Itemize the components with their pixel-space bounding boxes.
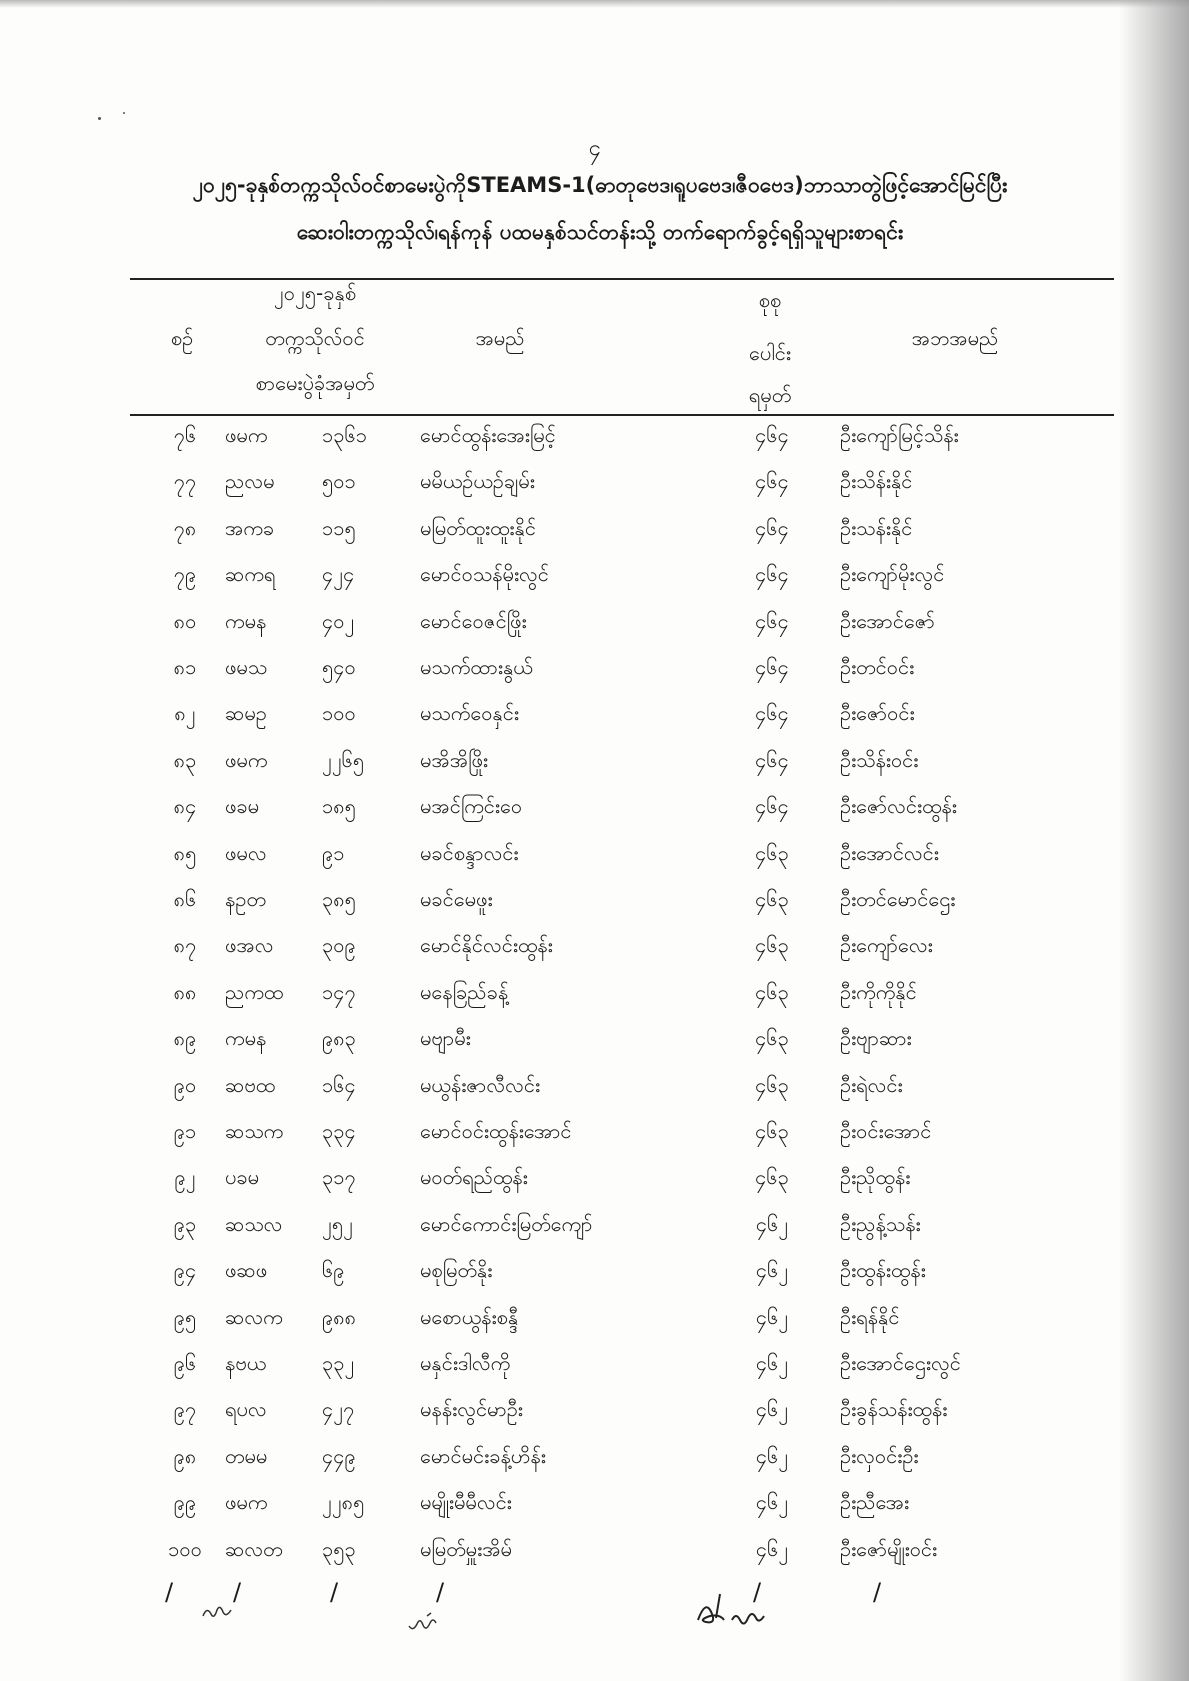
father-name: ဦးတင်မောင်ဌေး: [840, 887, 956, 911]
table-row: [0, 561, 1189, 607]
roll-code: ညကထ: [225, 979, 284, 1004]
table-row: [0, 886, 1189, 932]
roll-number: ၂၂၈၅: [322, 1490, 365, 1515]
roll-number: ၁၃၆၁: [322, 423, 367, 447]
row-number: ၈၅: [173, 840, 197, 865]
document-title-line-1: ၂၀၂၅-ခုနှစ်တက္ကသိုလ်ဝင်စာမေးပွဲကိုSTEAMS-1(ဓာတုဗေဒ၊ရူပဗေဒ၊ဇီဝဗေဒ)ဘာသာတွဲဖြင့်အောင်မြင်ပြီး: [192, 173, 1008, 197]
father-name: ဦးတင်ဝင်း: [840, 655, 915, 679]
table-header-rule: [130, 414, 1114, 416]
student-name: မစုမြတ်နိုး: [420, 1258, 493, 1283]
father-name: ဦးဇော်ဝင်း: [840, 701, 915, 726]
roll-number: ၄၀၂: [322, 608, 355, 633]
student-name: မောင်မင်းခန့်ဟိန်း: [420, 1443, 546, 1468]
roll-number: ၄၂၇: [322, 1397, 355, 1422]
table-row: [0, 1025, 1189, 1071]
roll-code: ညလမ: [225, 469, 275, 494]
father-name: ဦးကျော်မြင့်သိန်း: [840, 423, 959, 447]
scan-speck: [123, 112, 125, 114]
roll-code: ဖမက: [225, 747, 268, 772]
total-score: ၄၆၂: [755, 1397, 789, 1422]
row-number: ၉၃: [173, 1211, 197, 1236]
father-name: ဦးကျော်လေး: [840, 933, 933, 958]
roll-number: ၃၈၅: [322, 887, 356, 911]
roll-code: ဖမက: [225, 1490, 268, 1515]
table-row: [0, 840, 1189, 886]
row-number: ၈၁: [173, 655, 197, 679]
father-name: ဦးညီအေး: [840, 1490, 910, 1515]
father-name: ဦးထွန်းထွန်း: [840, 1258, 926, 1283]
roll-number: ၄၂၄: [322, 562, 355, 587]
total-score: ၄၆၂: [755, 1211, 789, 1236]
row-number: ၇၈: [173, 515, 197, 540]
row-number: ၇၇: [173, 469, 197, 494]
header-roll-line-3: စာမေးပွဲခုံအမှတ်: [255, 371, 375, 395]
table-row: [0, 932, 1189, 978]
father-name: ဦးဇော်မျိုးဝင်း: [840, 1536, 938, 1561]
header-no: စဉ်: [170, 326, 194, 350]
roll-number: ၄၄၉: [322, 1443, 356, 1468]
father-name: ဦးလှဝင်းဦး: [840, 1443, 919, 1468]
father-name: ဦးဝင်းအောင်: [840, 1119, 932, 1143]
row-number: ၈၀: [173, 608, 197, 633]
total-score: ၄၆၂: [755, 1258, 789, 1283]
student-name: မောင်နိုင်လင်းထွန်း: [420, 933, 553, 958]
student-name: မမိယဉ်ယဉ်ချမ်း: [420, 469, 535, 494]
student-name: မအိအိဖြိုး: [420, 747, 489, 772]
header-total-line-2: ပေါင်း: [749, 341, 791, 365]
roll-number: ၂၅၂: [322, 1211, 353, 1236]
initials-signature-3: [690, 1590, 770, 1630]
student-name: မောင်ဝေဇင်ဖြိုး: [420, 608, 527, 633]
total-score: ၄၆၄: [755, 515, 789, 540]
student-name: မသက်ထားနွယ်: [420, 655, 533, 679]
student-name: မခင်မေဖူး: [420, 887, 493, 911]
student-name: မဗျာမီး: [420, 1026, 471, 1051]
roll-number: ၁၆၄: [322, 1072, 356, 1097]
roll-code: ဖခမ: [225, 794, 260, 819]
row-number: ၈၈: [173, 979, 197, 1004]
table-row: [0, 422, 1189, 468]
student-name: မောင်ထွန်းအေးမြင့်: [420, 423, 556, 447]
footer-slash: /: [753, 1578, 762, 1606]
student-name: မနန်းလွင်မာဦး: [420, 1397, 523, 1422]
total-score: ၄၆၃: [755, 1119, 789, 1143]
roll-code: ဖဆဖ: [225, 1258, 268, 1283]
total-score: ၄၆၂: [755, 1443, 789, 1468]
total-score: ၄၆၄: [755, 794, 789, 819]
table-row: [0, 1072, 1189, 1118]
total-score: ၄၆၄: [755, 655, 789, 679]
father-name: ဦးဇော်လင်းထွန်း: [840, 794, 957, 819]
total-score: ၄၆၃: [755, 979, 789, 1004]
father-name: ဦးခွန်သန်းထွန်း: [840, 1397, 948, 1422]
student-name: မသက်ဝေနှင်း: [420, 701, 519, 726]
roll-number: ၆၉: [322, 1258, 345, 1283]
header-roll-line-2: တက္ကသိုလ်ဝင်: [265, 326, 365, 350]
total-score: ၄၆၃: [755, 840, 789, 865]
table-row: [0, 515, 1189, 561]
roll-number: ၉၈၃: [322, 1026, 356, 1051]
roll-number: ၁၈၅: [322, 794, 356, 819]
total-score: ၄၆၄: [755, 423, 789, 447]
footer-slash: /: [330, 1578, 339, 1606]
footer-slash: /: [436, 1578, 445, 1606]
header-father-name: အဘအမည်: [911, 326, 999, 350]
table-row: [0, 608, 1189, 654]
father-name: ဦးအောင်ဇော်: [840, 608, 935, 633]
header-name: အမည်: [475, 326, 525, 350]
table-row: [0, 1211, 1189, 1257]
roll-code: ဖမလ: [225, 840, 267, 865]
row-number: ၈၇: [173, 933, 197, 958]
table-row: [0, 979, 1189, 1025]
roll-number: ၃၅၃: [322, 1536, 356, 1561]
table-row: [0, 1536, 1189, 1582]
father-name: ဦးသိန်းနိုင်: [840, 469, 913, 494]
roll-code: ဖမသ: [225, 655, 268, 679]
table-row: [0, 468, 1189, 514]
roll-code: ကမန: [225, 1026, 267, 1051]
roll-number: ၅၄၀: [322, 655, 356, 679]
father-name: ဦးဗျာဆား: [840, 1026, 912, 1051]
row-number: ၈၂: [174, 701, 196, 726]
row-number: ၉၉: [173, 1490, 197, 1515]
father-name: ဦးရဲလင်း: [840, 1072, 903, 1097]
father-name: ဦးညွန့်သန်း: [840, 1211, 921, 1236]
roll-code: ကမန: [225, 608, 267, 633]
roll-number: ၉၈၈: [322, 1304, 357, 1329]
roll-code: ရပလ: [225, 1397, 267, 1422]
father-name: ဦးအောင်လင်း: [840, 840, 939, 865]
total-score: ၄၆၂: [755, 1490, 789, 1515]
student-name: မဝတ်ရည်ထွန်း: [420, 1165, 528, 1190]
page-number: ၄: [588, 136, 601, 161]
roll-code: အကခ: [225, 515, 275, 540]
row-number: ၉၆: [173, 1351, 197, 1375]
roll-code: ဆသလ: [225, 1211, 283, 1236]
roll-number: ၃၃၄: [322, 1119, 356, 1143]
father-name: ဦးသန်းနိုင်: [840, 515, 913, 540]
roll-number: ၁၄၇: [322, 979, 356, 1004]
total-score: ၄၆၂: [755, 1351, 789, 1375]
student-name: မမျိုးမီမီလင်း: [420, 1490, 512, 1515]
row-number: ၇၆: [173, 423, 197, 447]
table-row: [0, 1350, 1189, 1396]
header-total-line-1: စုစု: [758, 288, 782, 312]
row-number: ၉၇: [173, 1397, 197, 1422]
roll-number: ၁၁၅: [322, 515, 356, 540]
table-row: [0, 793, 1189, 839]
student-name: မောင်ကောင်းမြတ်ကျော်: [420, 1211, 593, 1236]
roll-number: ၂၂၆၅: [322, 747, 365, 772]
total-score: ၄၆၃: [755, 887, 789, 911]
table-row: [0, 1443, 1189, 1489]
father-name: ဦးကျော်မိုးလွင်: [840, 562, 945, 587]
student-name: မယွန်းဇာလီလင်း: [420, 1072, 541, 1097]
table-row: [0, 654, 1189, 700]
roll-code: ဆဗထ: [225, 1072, 276, 1097]
total-score: ၄၆၃: [755, 1165, 789, 1190]
roll-code: ဆသက: [225, 1119, 284, 1143]
father-name: ဦးညိုထွန်း: [840, 1165, 911, 1190]
student-name: မောင်ဝသန်မိုးလွင်: [420, 562, 549, 587]
row-number: ၈၆: [173, 887, 197, 911]
footer-slash: /: [233, 1578, 242, 1606]
row-number: ၈၃: [173, 747, 197, 772]
row-number: ၈၉: [173, 1026, 197, 1051]
student-name: မောင်ဝင်းထွန်းအောင်: [420, 1119, 572, 1143]
father-name: ဦးရန်နိုင်: [840, 1304, 900, 1329]
father-name: ဦးကိုကိုနိုင်: [840, 979, 917, 1004]
student-name: မနေခြည်ခန့်: [420, 979, 509, 1004]
table-row: [0, 1164, 1189, 1210]
father-name: ဦးအောင်ဌေးလွင်: [840, 1351, 961, 1375]
roll-code: ဆလတ: [225, 1536, 283, 1561]
student-name: မအင်ကြင်းဝေ: [420, 794, 523, 819]
total-score: ၄၆၄: [755, 469, 789, 494]
row-number: ၈၄: [173, 794, 197, 819]
row-number: ၉၂: [174, 1165, 196, 1190]
scan-speck: [98, 117, 101, 120]
roll-code: ဖအလ: [225, 933, 274, 958]
student-name: မနှင်းဒါလီကို: [420, 1351, 511, 1375]
total-score: ၄၆၃: [755, 1072, 789, 1097]
student-name: မခင်စန္ဒာလင်း: [420, 840, 519, 865]
table-row: [0, 1257, 1189, 1303]
roll-number: ၁၀၀: [322, 701, 356, 726]
total-score: ၄၆၃: [755, 933, 789, 958]
roll-number: ၅၀၁: [322, 469, 356, 494]
roll-number: ၃၀၉: [322, 933, 356, 958]
row-number: ၉၁: [173, 1119, 197, 1143]
total-score: ၄၆၂: [755, 1304, 789, 1329]
roll-code: ဆလက: [225, 1304, 283, 1329]
initials-signature-1: [200, 1598, 236, 1622]
scan-top-edge: [0, 0, 1189, 8]
total-score: ၄၆၄: [755, 701, 789, 726]
header-roll-line-1: ၂၀၂၅-ခုနှစ်: [273, 281, 357, 305]
student-name: မစောယွန်းစန္ဒီ: [420, 1304, 519, 1329]
roll-number: ၃၃၂: [322, 1351, 355, 1375]
table-row: [0, 1489, 1189, 1535]
roll-code: တမမ: [225, 1443, 268, 1468]
roll-code: နဗယ: [225, 1351, 267, 1375]
roll-code: ဖမက: [225, 423, 268, 447]
father-name: ဦးသိန်းဝင်း: [840, 747, 919, 772]
total-score: ၄၆၄: [755, 747, 789, 772]
roll-number: ၉၁: [322, 840, 345, 865]
table-row: [0, 1304, 1189, 1350]
roll-code: ဆကရ: [225, 562, 276, 587]
roll-code: ပခမ: [225, 1165, 260, 1190]
roll-number: ၃၁၇: [322, 1165, 356, 1190]
row-number: ၁၀၀: [168, 1536, 202, 1561]
table-row: [0, 1118, 1189, 1164]
document-title-line-2: ဆေးဝါးတက္ကသိုလ်၊ရန်ကုန် ပထမနှစ်သင်တန်းသို့ တက်ရောက်ခွင့်ရရှိသူများစာရင်း: [296, 220, 904, 244]
row-number: ၉၀: [173, 1072, 197, 1097]
roll-code: ဆမဥ: [225, 701, 267, 726]
total-score: ၄၆၂: [755, 1536, 789, 1561]
student-name: မမြတ်ထူးထူးနိုင်: [420, 515, 536, 540]
row-number: ၉၅: [173, 1304, 197, 1329]
student-name: မမြတ်မှူးအိမ်: [420, 1536, 512, 1561]
table-row: [0, 700, 1189, 746]
row-number: ၇၉: [173, 562, 197, 587]
footer-slash: /: [165, 1578, 174, 1606]
total-score: ၄၆၃: [755, 1026, 789, 1051]
roll-code: နဥတ: [225, 887, 266, 911]
table-row: [0, 1396, 1189, 1442]
header-total-line-3: ရမှတ်: [748, 383, 792, 407]
initials-signature-2: [405, 1610, 441, 1636]
table-row: [0, 747, 1189, 793]
row-number: ၉၈: [173, 1443, 197, 1468]
total-score: ၄၆၄: [755, 608, 789, 633]
total-score: ၄၆၄: [755, 562, 789, 587]
row-number: ၉၄: [173, 1258, 197, 1283]
footer-slash: /: [873, 1578, 882, 1606]
